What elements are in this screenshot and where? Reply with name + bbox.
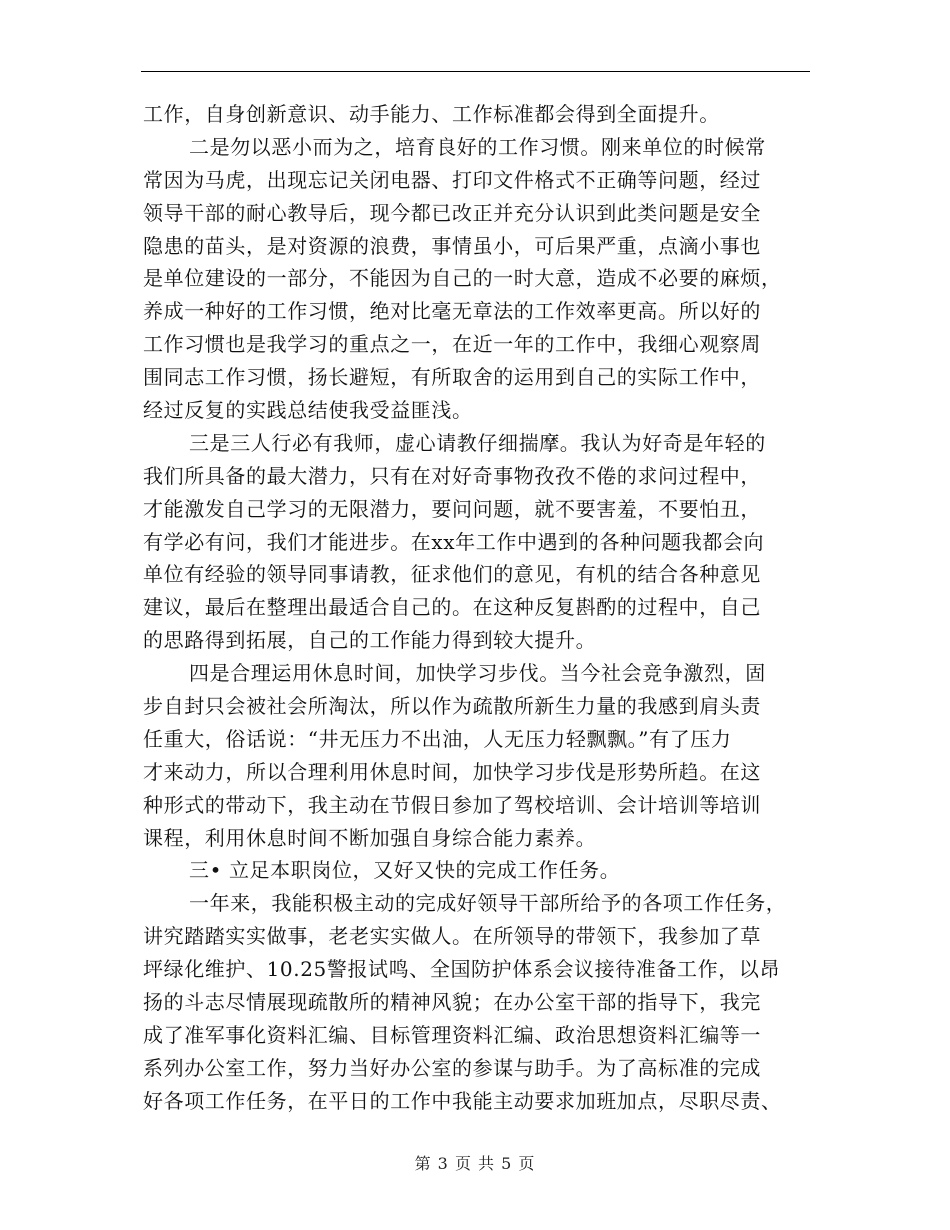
text-line: 的思路得到拓展，自己的工作能力得到较大提升。 <box>143 628 597 653</box>
text-line: 才来动力，所以合理利用休息时间，加快学习步伐是形势所趋。在这 <box>143 759 761 784</box>
text-line: 经过反复的实践总结使我受益匪浅。 <box>143 398 473 423</box>
text-line: 围同志工作习惯，扬长避短，有所取舍的运用到自己的实际工作中， <box>143 365 761 390</box>
text-line: 工作，自身创新意识、动手能力、工作标准都会得到全面提升。 <box>143 102 720 126</box>
text-line: 坪绿化维护、10.25警报试鸣、全国防护体系会议接待准备工作，以昂 <box>143 957 781 982</box>
text-line: 三是三人行必有我师，虚心请教仔细揣摩。我认为好奇是年轻的 <box>189 430 766 455</box>
text-line: 讲究踏踏实实做事，老老实实做人。在所领导的带领下，我参加了草 <box>143 924 761 949</box>
text-line: 好各项工作任务，在平日的工作中我能主动要求加班加点，尽职尽责、 <box>143 1088 782 1113</box>
page-footer: 第 3 页 共 5 页 <box>414 1154 536 1173</box>
text-line: 工作习惯也是我学习的重点之一，在近一年的工作中，我细心观察周 <box>143 332 761 357</box>
text-line: 一年来，我能积极主动的完成好领导干部所给予的各项工作任务， <box>189 891 787 916</box>
text-line: 领导干部的耐心教导后，现今都已改正并充分认识到此类问题是安全 <box>143 200 761 225</box>
text-line: 四是合理运用休息时间，加快学习步伐。当今社会竞争激烈，固 <box>189 661 766 686</box>
text-line: 我们所具备的最大潜力，只有在对好奇事物孜孜不倦的求问过程中， <box>143 463 761 488</box>
text-line: 养成一种好的工作习惯，绝对比毫无章法的工作效率更高。所以好的 <box>143 299 761 324</box>
text-line: 二是勿以恶小而为之，培育良好的工作习惯。刚来单位的时候常 <box>189 134 766 159</box>
text-line: 任重大，俗话说：“井无压力不出油，人无压力轻飘飘。”有了压力 <box>143 726 732 751</box>
body-text <box>143 98 813 1118</box>
text-line: 隐患的苗头，是对资源的浪费，事情虽小，可后果严重，点滴小事也 <box>143 233 761 258</box>
text-line: 步自封只会被社会所淘汰，所以作为疏散所新生力量的我感到肩头责 <box>143 694 761 719</box>
text-line: 三• 立足本职岗位，又好又快的完成工作任务。 <box>189 858 621 883</box>
text-line: 成了准军事化资料汇编、目标管理资料汇编、政治思想资料汇编等一 <box>143 1022 761 1047</box>
text-line: 常因为马虎，出现忘记关闭电器、打印文件格式不正确等问题，经过 <box>143 167 761 192</box>
header-rule <box>141 71 810 72</box>
text-line: 有学必有问，我们才能进步。在xx年工作中遇到的各种问题我都会向 <box>143 529 765 554</box>
text-line: 课程，利用休息时间不断加强自身综合能力素养。 <box>143 825 597 850</box>
text-line: 种形式的带动下，我主动在节假日参加了驾校培训、会计培训等培训 <box>143 792 761 817</box>
text-line: 才能激发自己学习的无限潜力，要问问题，就不要害羞，不要怕丑， <box>143 496 761 521</box>
text-line: 是单位建设的一部分，不能因为自己的一时大意，造成不必要的麻烦， <box>143 266 782 291</box>
text-line: 系列办公室工作，努力当好办公室的参谋与助手。为了高标准的完成 <box>143 1055 761 1080</box>
text-line: 扬的斗志尽情展现疏散所的精神风貌；在办公室干部的指导下，我完 <box>143 990 761 1015</box>
text-line: 建议，最后在整理出最适合自己的。在这种反复斟酌的过程中，自己 <box>143 595 761 620</box>
text-line: 单位有经验的领导同事请教，征求他们的意见，有机的结合各种意见 <box>143 562 761 587</box>
